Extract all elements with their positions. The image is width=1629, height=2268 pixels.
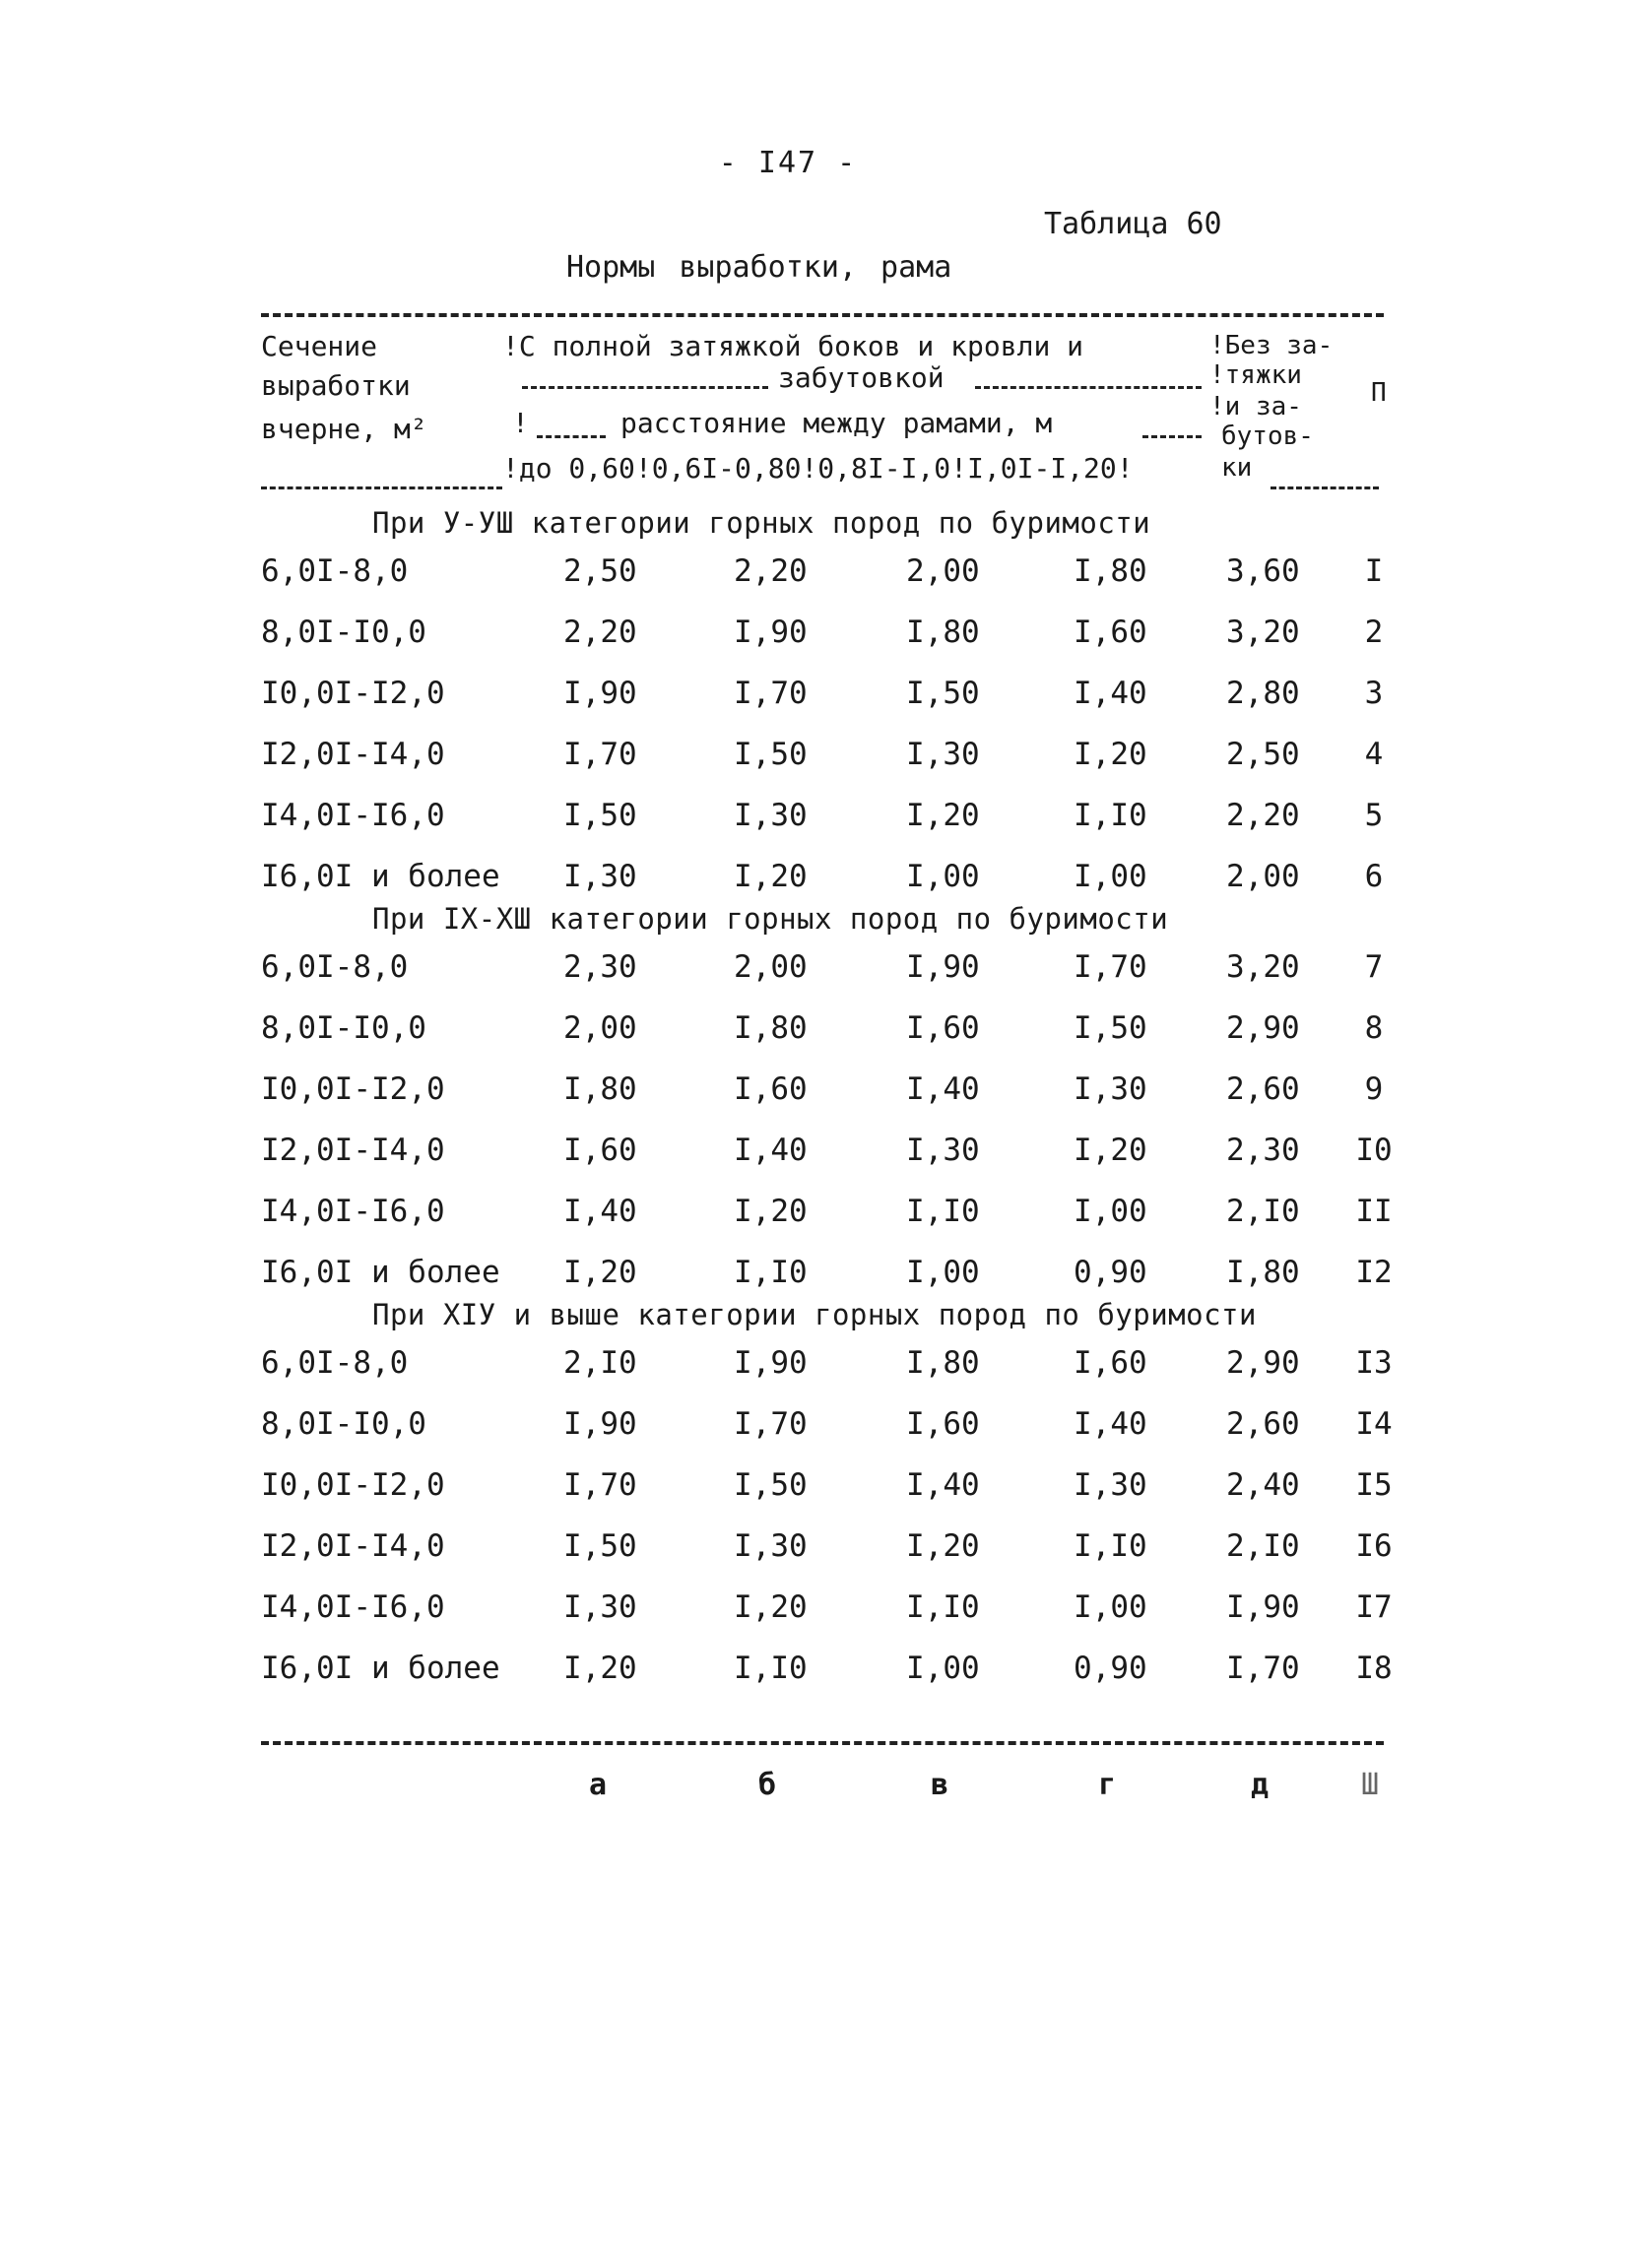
- footer-col-b: б: [758, 1768, 777, 1802]
- table-row: I4,0I-I6,0 I,30 I,20 I,I0 I,00 I,90 I7: [261, 1589, 1393, 1625]
- footer-col-a: а: [589, 1768, 608, 1802]
- header-distance-dash-left: [537, 435, 606, 438]
- table-row: I2,0I-I4,0 I,50 I,30 I,20 I,I0 2,I0 I6: [261, 1528, 1393, 1564]
- header-number-col: П: [1371, 378, 1387, 408]
- header-section-line1: Сечение: [261, 330, 378, 362]
- table-row: I6,0I и более I,20 I,I0 I,00 0,90 I,70 I8: [261, 1651, 1393, 1686]
- table-row: I0,0I-I2,0 I,80 I,60 I,40 I,30 2,60 9: [261, 1071, 1384, 1107]
- header-group-dash-left: [522, 386, 768, 389]
- table-row: I4,0I-I6,0 I,50 I,30 I,20 I,I0 2,20 5: [261, 798, 1384, 833]
- header-section-line2: выработки: [261, 369, 411, 402]
- table-row: I4,0I-I6,0 I,40 I,20 I,I0 I,00 2,I0 II: [261, 1194, 1393, 1229]
- header-section-line3: вчерне, м²: [261, 413, 427, 445]
- section-title-3: При XIУ и выше категории горных пород по буримости: [372, 1298, 1257, 1331]
- table-top-rule: [261, 313, 1384, 317]
- footer-col-v: в: [931, 1768, 949, 1802]
- footer-col-g: г: [1098, 1768, 1117, 1802]
- table-row: I6,0I и более I,20 I,I0 I,00 0,90 I,80 I2: [261, 1255, 1393, 1290]
- document-page: - I47 - Таблица 60 Нормы выработки, рама Сечение выработки вчерне, м² !С полной затяжкой боков и кровли и забутовкой ! расстояние между рамами, м !до 0,60!0,6I-0,80!0,8I-I,0!I,0I-I,20! !Без за- !тяжки !и за- бутов- ки П При У-УШ категории горных пород по буримости 6,0I-8,0 2,50 2,20 2,00 I,80 3,60 I 8,0I-I0,0 2,20 I,90 I,80 I,60 3,20 2 I0,0I-I2,0 I,90 I,70 I,50 I,40 2,80 3 I2,0I-I4,0 I,70 I,50 I,30 I,20 2,50 4 I4,0I-I6,0 I,50 I,30 I,20 I,I0 2,20 5 I6,0I и более I,30 I,20 I,00 I,00 2,00 6 При IX-XШ категории горных пород по буримости 6,0I-8,0 2,30 2,00 I,90 I,70 3,20 7 8,0I-I0,0 2,00 I,80 I,60 I,50 2,90 8 I0,0I-I2,0 I,80 I,60 I,40 I,30 2,60 9 I2,0I-I4,0 I,60 I,40 I,30 I,20 2,30 I0 I4,0I-I6,0 I,40 I,20 I,I0 I,00 2,I0 II I6,0I и более I,20 I,I0 I,00 0,90 I,80 I2 При XIУ и выше категории горных пород по буримости 6,0I-8,0 2,I0 I,90 I,80 I,60 2,90 I3 8,0I-I0,0 I,90 I,70 I,60 I,40 2,60 I4 I0,0I-I2,0 I,70 I,50 I,40 I,30 2,40 I5 I2,0I-I4,0 I,50 I,30 I,20 I,I0 2,I0 I6 I4,0I-I6,0 I,30 I,20 I,I0 I,00 I,90 I7 I6,0I и более I,20 I,I0 I,00 0,90 I,70 I8 а б в г д Ш: [0, 0, 1629, 2268]
- table-row: 8,0I-I0,0 2,20 I,90 I,80 I,60 3,20 2: [261, 615, 1384, 650]
- header-nolag-line4: бутов-: [1221, 421, 1314, 451]
- header-nolag-line3: !и за-: [1209, 392, 1302, 421]
- table-row: I2,0I-I4,0 I,70 I,50 I,30 I,20 2,50 4: [261, 737, 1384, 772]
- table-row: I0,0I-I2,0 I,90 I,70 I,50 I,40 2,80 3: [261, 676, 1384, 711]
- table-row: 6,0I-8,0 2,I0 I,90 I,80 I,60 2,90 I3: [261, 1345, 1393, 1381]
- header-nolag-line1: !Без за-: [1209, 331, 1334, 360]
- page-number: - I47 -: [718, 146, 858, 180]
- table-row: 8,0I-I0,0 I,90 I,70 I,60 I,40 2,60 I4: [261, 1406, 1393, 1442]
- table-bottom-rule: [261, 1741, 1384, 1745]
- table-row: 8,0I-I0,0 2,00 I,80 I,60 I,50 2,90 8: [261, 1010, 1384, 1046]
- header-sub-dash-left: [261, 486, 502, 489]
- section-title-1: При У-УШ категории горных пород по буримости: [372, 506, 1151, 540]
- header-nolag-dash: [1271, 486, 1379, 489]
- table-row: 6,0I-8,0 2,50 2,20 2,00 I,80 3,60 I: [261, 553, 1384, 589]
- header-distance-dash-right: [1142, 435, 1202, 438]
- table-label: Таблица 60: [1044, 207, 1222, 241]
- table-title: Нормы выработки, рама: [566, 250, 952, 285]
- header-group-dash-right: [975, 386, 1202, 389]
- section-title-2: При IX-XШ категории горных пород по буримости: [372, 902, 1169, 936]
- header-group-line1: !С полной затяжкой боков и кровли и: [502, 330, 1084, 362]
- header-sub-columns: !до 0,60!0,6I-0,80!0,8I-I,0!I,0I-I,20!: [502, 452, 1134, 485]
- table-row: I6,0I и более I,30 I,20 I,00 I,00 2,00 6: [261, 859, 1384, 894]
- header-group-line2: забутовкой: [778, 361, 945, 394]
- header-group-line3: расстояние между рамами, м: [620, 407, 1053, 439]
- header-nolag-line5: ки: [1221, 453, 1253, 483]
- table-row: I0,0I-I2,0 I,70 I,50 I,40 I,30 2,40 I5: [261, 1467, 1393, 1503]
- footer-col-d: д: [1251, 1768, 1270, 1802]
- footer-col-n: Ш: [1361, 1768, 1380, 1802]
- table-row: I2,0I-I4,0 I,60 I,40 I,30 I,20 2,30 I0: [261, 1133, 1393, 1168]
- header-nolag-line2: !тяжки: [1209, 360, 1302, 390]
- table-row: 6,0I-8,0 2,30 2,00 I,90 I,70 3,20 7: [261, 949, 1384, 985]
